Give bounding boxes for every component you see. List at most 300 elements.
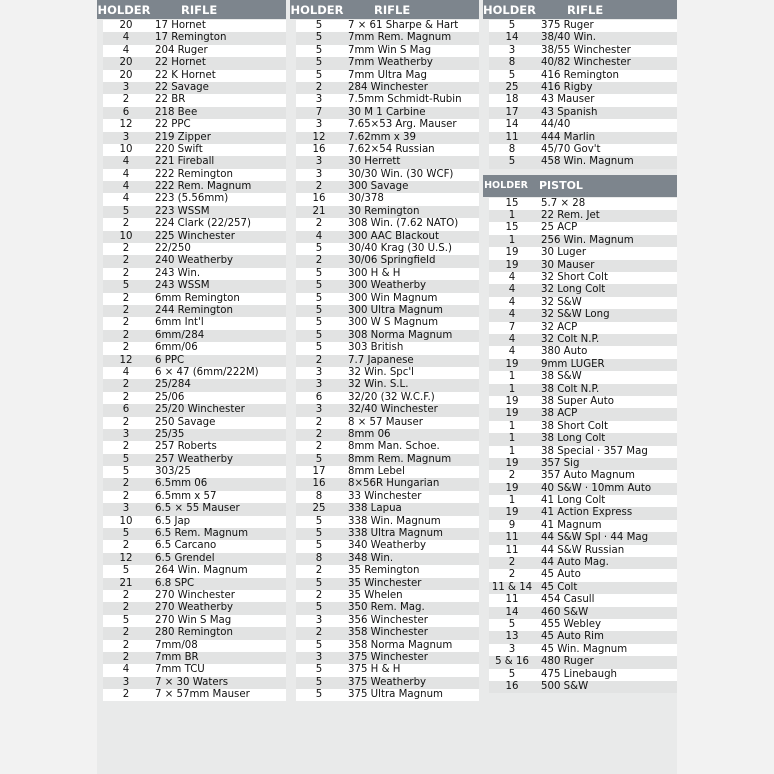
- holder-number: 2: [103, 305, 149, 317]
- table-row: [290, 107, 479, 119]
- cartridge-name: 8mm Man. Schoe.: [342, 441, 479, 453]
- holder-number: 3: [489, 45, 535, 57]
- cartridge-name: 5.7 × 28: [535, 198, 677, 210]
- holder-number: 5: [296, 45, 342, 57]
- holder-number: 7: [489, 322, 535, 334]
- holder-number: 1: [489, 235, 535, 247]
- holder-number: 12: [296, 132, 342, 144]
- cartridge-name: 300 Ultra Magnum: [342, 305, 479, 317]
- table-row: [97, 243, 286, 255]
- holder-number: 4: [103, 664, 149, 676]
- cartridge-name: 8×56R Hungarian: [342, 478, 479, 490]
- table-row: [483, 20, 677, 32]
- cartridge-name: 224 Clark (22/257): [149, 218, 286, 230]
- table-row: [97, 57, 286, 69]
- cartridge-name: 22 K Hornet: [149, 70, 286, 82]
- holder-number: 2: [103, 441, 149, 453]
- cartridge-name: 7.62×54 Russian: [342, 144, 479, 156]
- column-header: [483, 0, 677, 19]
- cartridge-name: 22 Savage: [149, 82, 286, 94]
- cartridge-name: 244 Remington: [149, 305, 286, 317]
- cartridge-name: 6mm Int'l: [149, 317, 286, 329]
- cartridge-name: 348 Win.: [342, 553, 479, 565]
- table-row: [97, 578, 286, 590]
- holder-number: 1: [489, 433, 535, 445]
- column-2: [290, 0, 479, 701]
- holder-number: 2: [103, 94, 149, 106]
- cartridge-name: 25 ACP: [535, 222, 677, 234]
- cartridge-name: 22 Rem. Jet: [535, 210, 677, 222]
- table-row: [290, 169, 479, 181]
- holder-number: 4: [489, 346, 535, 358]
- cartridge-name: 223 (5.56mm): [149, 193, 286, 205]
- cartridge-name: 7.65×53 Arg. Mauser: [342, 119, 479, 131]
- cartridge-name: 6mm/284: [149, 330, 286, 342]
- holder-number: 5: [296, 677, 342, 689]
- holder-number: 2: [103, 218, 149, 230]
- cartridge-name: 32 Win. S.L.: [342, 379, 479, 391]
- table-row: [483, 656, 677, 668]
- holder-number: 2: [296, 417, 342, 429]
- holder-number: 5: [296, 528, 342, 540]
- table-row: [97, 70, 286, 82]
- table-row: [483, 458, 677, 470]
- holder-number: 19: [489, 247, 535, 259]
- table-row: [290, 45, 479, 57]
- holder-number: 3: [489, 644, 535, 656]
- cartridge-name: 6.5 Carcano: [149, 540, 286, 552]
- holder-number: 4: [103, 169, 149, 181]
- table-row: [97, 615, 286, 627]
- holder-header: HOLDER: [97, 2, 151, 17]
- cartridge-name: 7 × 61 Sharpe & Hart: [342, 20, 479, 32]
- holder-number: 21: [296, 206, 342, 218]
- cartridge-name: 6.5mm 06: [149, 478, 286, 490]
- table-row: [97, 218, 286, 230]
- cartridge-name: 270 Winchester: [149, 590, 286, 602]
- holder-number: 4: [489, 272, 535, 284]
- holder-number: 2: [103, 590, 149, 602]
- rows: [483, 198, 677, 694]
- holder-number: 5: [296, 640, 342, 652]
- table-row: [290, 578, 479, 590]
- table-row: [483, 619, 677, 631]
- holder-number: 5: [489, 619, 535, 631]
- table-row: [290, 156, 479, 168]
- cartridge-name: 264 Win. Magnum: [149, 565, 286, 577]
- cartridge-holder-chart: [97, 0, 677, 774]
- table-row: [97, 144, 286, 156]
- table-row: [290, 689, 479, 701]
- holder-number: 5: [489, 20, 535, 32]
- table-row: [290, 193, 479, 205]
- holder-number: 1: [489, 446, 535, 458]
- holder-number: 5: [103, 454, 149, 466]
- table-row: [290, 57, 479, 69]
- table-row: [97, 45, 286, 57]
- holder-number: 12: [103, 355, 149, 367]
- cartridge-name: 35 Remington: [342, 565, 479, 577]
- holder-number: 5: [296, 70, 342, 82]
- cartridge-name: 308 Norma Magnum: [342, 330, 479, 342]
- holder-number: 19: [489, 408, 535, 420]
- cartridge-name: 30/40 Krag (30 U.S.): [342, 243, 479, 255]
- cartridge-name: 7mm/08: [149, 640, 286, 652]
- holder-number: 2: [103, 478, 149, 490]
- holder-number: 2: [103, 640, 149, 652]
- holder-number: 3: [103, 82, 149, 94]
- table-row: [97, 652, 286, 664]
- holder-number: 3: [296, 652, 342, 664]
- cartridge-name: 8mm Lebel: [342, 466, 479, 478]
- table-row: [97, 689, 286, 701]
- cartridge-name: 220 Swift: [149, 144, 286, 156]
- holder-number: 14: [489, 119, 535, 131]
- cartridge-name: 375 H & H: [342, 664, 479, 676]
- cartridge-name: 300 Savage: [342, 181, 479, 193]
- table-row: [97, 280, 286, 292]
- holder-number: 5: [296, 280, 342, 292]
- table-row: [483, 70, 677, 82]
- holder-header: HOLDER: [483, 2, 536, 17]
- holder-number: 5: [489, 669, 535, 681]
- table-row: [290, 466, 479, 478]
- cartridge-name: 38 Special · 357 Mag: [535, 446, 677, 458]
- holder-number: 4: [489, 297, 535, 309]
- table-row: [97, 602, 286, 614]
- holder-number: 5: [296, 578, 342, 590]
- table-row: [483, 359, 677, 371]
- holder-number: 5: [489, 156, 535, 168]
- table-row: [290, 132, 479, 144]
- table-row: [97, 392, 286, 404]
- cartridge-name: 32 Colt N.P.: [535, 334, 677, 346]
- table-row: [483, 132, 677, 144]
- cartridge-name: 380 Auto: [535, 346, 677, 358]
- column-3: [483, 0, 677, 693]
- table-row: [483, 669, 677, 681]
- table-row: [97, 231, 286, 243]
- holder-number: 5: [296, 268, 342, 280]
- holder-number: 1: [489, 384, 535, 396]
- table-row: [97, 590, 286, 602]
- holder-number: 5: [296, 330, 342, 342]
- table-row: [97, 404, 286, 416]
- pistol-section-header: [483, 175, 677, 197]
- table-row: [97, 627, 286, 639]
- holder-number: 4: [489, 309, 535, 321]
- cartridge-name: 6.5 Rem. Magnum: [149, 528, 286, 540]
- table-row: [97, 664, 286, 676]
- cartridge-name: 416 Rigby: [535, 82, 677, 94]
- holder-number: 5: [489, 70, 535, 82]
- holder-number: 5: [103, 280, 149, 292]
- table-row: [290, 119, 479, 131]
- holder-number: 5: [103, 615, 149, 627]
- holder-number: 2: [103, 317, 149, 329]
- holder-number: 5: [296, 664, 342, 676]
- column-1: [97, 0, 286, 701]
- holder-number: 4: [103, 181, 149, 193]
- table-row: [483, 57, 677, 69]
- table-row: [483, 260, 677, 272]
- cartridge-name: 41 Action Express: [535, 507, 677, 519]
- cartridge-name: 500 S&W: [535, 681, 677, 693]
- table-row: [290, 627, 479, 639]
- holder-number: 8: [296, 491, 342, 503]
- table-row: [290, 590, 479, 602]
- table-row: [97, 132, 286, 144]
- cartridge-name: 38 Long Colt: [535, 433, 677, 445]
- holder-number: 11: [489, 532, 535, 544]
- holder-number: 19: [489, 483, 535, 495]
- table-row: [483, 82, 677, 94]
- holder-number: 5: [296, 293, 342, 305]
- holder-number: 3: [296, 367, 342, 379]
- cartridge-name: 7mm Rem. Magnum: [342, 32, 479, 44]
- cartridge-name: 30 Luger: [535, 247, 677, 259]
- holder-number: 25: [296, 503, 342, 515]
- table-row: [290, 181, 479, 193]
- cartridge-name: 6.5mm x 57: [149, 491, 286, 503]
- table-row: [97, 367, 286, 379]
- holder-number: 20: [103, 57, 149, 69]
- cartridge-name: 357 Auto Magnum: [535, 470, 677, 482]
- holder-number: 2: [103, 602, 149, 614]
- cartridge-name: 25/06: [149, 392, 286, 404]
- cartridge-name: 416 Remington: [535, 70, 677, 82]
- cartridge-name: 7 × 57mm Mauser: [149, 689, 286, 701]
- pistol-header: PISTOL: [539, 179, 583, 193]
- holder-number: 5: [103, 466, 149, 478]
- cartridge-name: 30 Herrett: [342, 156, 479, 168]
- holder-number: 5: [296, 342, 342, 354]
- holder-number: 19: [489, 507, 535, 519]
- table-row: [97, 540, 286, 552]
- cartridge-name: 300 Weatherby: [342, 280, 479, 292]
- holder-number: 13: [489, 631, 535, 643]
- holder-number: 2: [103, 689, 149, 701]
- holder-number: 2: [296, 82, 342, 94]
- table-row: [483, 210, 677, 222]
- cartridge-name: 6.5 × 55 Mauser: [149, 503, 286, 515]
- holder-number: 3: [296, 94, 342, 106]
- cartridge-name: 7mm BR: [149, 652, 286, 664]
- table-row: [483, 520, 677, 532]
- holder-number: 6: [103, 404, 149, 416]
- cartridge-name: 280 Remington: [149, 627, 286, 639]
- table-row: [290, 392, 479, 404]
- holder-number: 10: [103, 231, 149, 243]
- cartridge-name: 7.7 Japanese: [342, 355, 479, 367]
- table-row: [290, 516, 479, 528]
- cartridge-name: 25/20 Winchester: [149, 404, 286, 416]
- holder-number: 4: [103, 32, 149, 44]
- cartridge-name: 256 Win. Magnum: [535, 235, 677, 247]
- table-row: [483, 322, 677, 334]
- holder-number: 4: [489, 284, 535, 296]
- cartridge-name: 6.5 Jap: [149, 516, 286, 528]
- table-row: [97, 429, 286, 441]
- holder-number: 16: [296, 478, 342, 490]
- cartridge-name: 44 S&W Russian: [535, 545, 677, 557]
- holder-number: 2: [296, 441, 342, 453]
- cartridge-name: 38 Short Colt: [535, 421, 677, 433]
- holder-number: 14: [489, 32, 535, 44]
- table-row: [483, 309, 677, 321]
- table-row: [483, 156, 677, 168]
- cartridge-name: 270 Weatherby: [149, 602, 286, 614]
- holder-number: 5: [296, 454, 342, 466]
- cartridge-name: 25/35: [149, 429, 286, 441]
- holder-number: 5: [296, 602, 342, 614]
- cartridge-name: 375 Winchester: [342, 652, 479, 664]
- holder-number: 5: [103, 565, 149, 577]
- cartridge-name: 7.5mm Schmidt-Rubin: [342, 94, 479, 106]
- holder-number: 2: [103, 342, 149, 354]
- table-row: [483, 198, 677, 210]
- table-row: [290, 478, 479, 490]
- table-row: [97, 466, 286, 478]
- table-row: [97, 305, 286, 317]
- holder-number: 10: [103, 144, 149, 156]
- cartridge-name: 243 Win.: [149, 268, 286, 280]
- table-row: [483, 222, 677, 234]
- table-row: [97, 169, 286, 181]
- holder-number: 18: [489, 94, 535, 106]
- table-row: [97, 478, 286, 490]
- cartridge-name: 218 Bee: [149, 107, 286, 119]
- holder-number: 1: [489, 210, 535, 222]
- holder-number: 3: [103, 677, 149, 689]
- cartridge-name: 32 Short Colt: [535, 272, 677, 284]
- holder-number: 2: [103, 268, 149, 280]
- rows: [483, 20, 677, 169]
- cartridge-name: 33 Winchester: [342, 491, 479, 503]
- cartridge-name: 257 Roberts: [149, 441, 286, 453]
- table-row: [290, 243, 479, 255]
- table-row: [483, 396, 677, 408]
- cartridge-name: 41 Magnum: [535, 520, 677, 532]
- cartridge-name: 30/30 Win. (30 WCF): [342, 169, 479, 181]
- holder-number: 2: [296, 255, 342, 267]
- table-row: [97, 441, 286, 453]
- cartridge-name: 6.5 Grendel: [149, 553, 286, 565]
- cartridge-name: 22 Hornet: [149, 57, 286, 69]
- cartridge-name: 303 British: [342, 342, 479, 354]
- cartridge-name: 300 Win Magnum: [342, 293, 479, 305]
- holder-number: 19: [489, 458, 535, 470]
- holder-number: 4: [103, 156, 149, 168]
- cartridge-name: 7mm Win S Mag: [342, 45, 479, 57]
- cartridge-name: 358 Norma Magnum: [342, 640, 479, 652]
- table-row: [290, 342, 479, 354]
- cartridge-name: 22 BR: [149, 94, 286, 106]
- table-row: [290, 255, 479, 267]
- holder-number: 11 & 14: [489, 582, 535, 594]
- cartridge-name: 30 M 1 Carbine: [342, 107, 479, 119]
- cartridge-name: 6 × 47 (6mm/222M): [149, 367, 286, 379]
- holder-number: 2: [103, 243, 149, 255]
- cartridge-name: 44/40: [535, 119, 677, 131]
- table-row: [483, 681, 677, 693]
- holder-number: 20: [103, 20, 149, 32]
- cartridge-name: 300 AAC Blackout: [342, 231, 479, 243]
- table-row: [290, 553, 479, 565]
- table-row: [483, 507, 677, 519]
- holder-number: 5: [296, 57, 342, 69]
- table-row: [483, 495, 677, 507]
- cartridge-name: 480 Ruger: [535, 656, 677, 668]
- cartridge-name: 35 Winchester: [342, 578, 479, 590]
- rifle-header: RIFLE: [374, 2, 411, 17]
- cartridge-name: 250 Savage: [149, 417, 286, 429]
- rifle-header: RIFLE: [181, 2, 218, 17]
- column-header: [290, 0, 479, 19]
- cartridge-name: 7.62mm x 39: [342, 132, 479, 144]
- table-row: [290, 218, 479, 230]
- cartridge-name: 8 × 57 Mauser: [342, 417, 479, 429]
- cartridge-name: 454 Casull: [535, 594, 677, 606]
- holder-number: 10: [103, 516, 149, 528]
- cartridge-name: 6mm Remington: [149, 293, 286, 305]
- table-row: [97, 516, 286, 528]
- table-row: [483, 297, 677, 309]
- holder-number: 2: [296, 355, 342, 367]
- table-row: [483, 483, 677, 495]
- holder-number: 2: [103, 491, 149, 503]
- cartridge-name: 356 Winchester: [342, 615, 479, 627]
- holder-number: 15: [489, 222, 535, 234]
- table-row: [290, 280, 479, 292]
- table-row: [483, 144, 677, 156]
- table-row: [483, 284, 677, 296]
- cartridge-name: 32 Win. Spc'l: [342, 367, 479, 379]
- cartridge-name: 32 S&W: [535, 297, 677, 309]
- cartridge-name: 32/20 (32 W.C.F.): [342, 392, 479, 404]
- cartridge-name: 303/25: [149, 466, 286, 478]
- holder-number: 4: [489, 334, 535, 346]
- cartridge-name: 45 Auto Rim: [535, 631, 677, 643]
- table-row: [483, 346, 677, 358]
- table-row: [483, 32, 677, 44]
- holder-number: 5 & 16: [489, 656, 535, 668]
- holder-header: HOLDER: [290, 2, 344, 17]
- holder-number: 8: [296, 553, 342, 565]
- holder-number: 2: [103, 293, 149, 305]
- holder-header: HOLDER: [484, 180, 528, 192]
- table-row: [97, 417, 286, 429]
- table-row: [483, 384, 677, 396]
- table-row: [483, 421, 677, 433]
- holder-number: 2: [103, 540, 149, 552]
- holder-number: 25: [489, 82, 535, 94]
- table-row: [290, 602, 479, 614]
- cartridge-name: 38/55 Winchester: [535, 45, 677, 57]
- table-row: [290, 565, 479, 577]
- table-row: [97, 193, 286, 205]
- holder-number: 2: [103, 627, 149, 639]
- cartridge-name: 43 Mauser: [535, 94, 677, 106]
- cartridge-name: 460 S&W: [535, 607, 677, 619]
- table-row: [483, 107, 677, 119]
- holder-number: 2: [489, 557, 535, 569]
- cartridge-name: 300 W S Magnum: [342, 317, 479, 329]
- table-row: [97, 181, 286, 193]
- table-row: [290, 355, 479, 367]
- holder-number: 2: [103, 417, 149, 429]
- cartridge-name: 204 Ruger: [149, 45, 286, 57]
